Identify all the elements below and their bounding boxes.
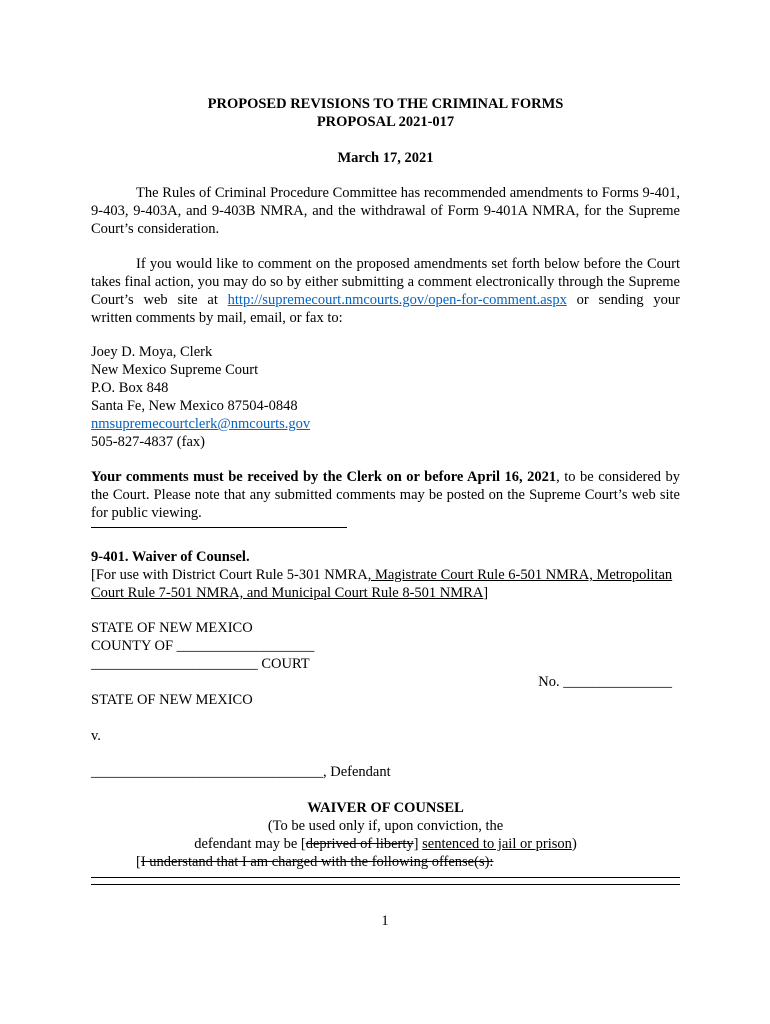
comment-paragraph xyxy=(91,255,680,327)
clerk-address xyxy=(91,343,680,451)
offense-line-1 xyxy=(91,877,680,878)
charged-line xyxy=(91,853,680,871)
open-for-comment-link[interactable]: http://supremecourt.nmcourts.gov/open-for-comment.aspx xyxy=(227,292,567,308)
waiver-note-line1: (To be used only if, upon conviction, the xyxy=(267,818,504,834)
charged-deleted: I understand that I am charged with the following offense(s): xyxy=(140,854,494,870)
versus: v. xyxy=(91,728,101,744)
po-box: P.O. Box 848 xyxy=(91,380,169,396)
case-number: No. _______________ xyxy=(538,674,672,690)
intro-paragraph: The Rules of Criminal Procedure Committee has recommended amendments to Forms 9-401, 9-403, 9-403A, and 9-403B NMRA, and the withdrawal of Form 9-401A NMRA, for the Supreme Court’s consideration. xyxy=(91,185,680,237)
use-text-a: [For use with District Court Rule 5-301 NMRA xyxy=(91,567,368,583)
caption-court: _______________________ COURT xyxy=(91,656,310,672)
use-text-added: , Magistrate Court Rule 6-501 NMRA, Metropolitan Court Rule 7-501 NMRA, and Municipal Court Rule 8-501 NMRA xyxy=(91,567,673,601)
form-heading: 9-401. Waiver of Counsel. xyxy=(91,549,250,565)
use-text-c: ] xyxy=(483,585,489,601)
comment-text-b: or sending your written comments by mail, email, or fax to: xyxy=(91,292,680,326)
caption-state-plaintiff: STATE OF NEW MEXICO xyxy=(91,692,253,708)
deadline-bold: Your comments must be received by the Clerk on or before April 16, 2021 xyxy=(91,469,557,485)
waiver-title: WAIVER OF COUNSEL xyxy=(307,800,464,816)
page-number: 1 xyxy=(381,913,389,929)
note2-added: sentenced to jail or prison xyxy=(422,836,572,852)
caption-state: STATE OF NEW MEXICO xyxy=(91,620,253,636)
city-line: Santa Fe, New Mexico 87504-0848 xyxy=(91,398,298,414)
note2-a: defendant may be [ xyxy=(194,836,306,852)
note2-deleted: deprived of liberty xyxy=(305,836,414,852)
proposal-number: PROPOSAL 2021-017 xyxy=(316,114,455,130)
offense-line-2 xyxy=(91,884,680,885)
comment-text-a: If you would like to comment on the proposed amendments set forth below before the Court takes final action, you may do so by either submitting a comment electronically through the Supreme Court’s web site at xyxy=(91,256,680,308)
fax-line: 505-827-4837 (fax) xyxy=(91,434,205,450)
defendant-line: ________________________________, Defendant xyxy=(91,764,391,780)
note2-b: ] xyxy=(413,836,423,852)
charged-a: [ xyxy=(136,854,141,870)
deadline-paragraph xyxy=(91,468,680,522)
deadline-rest: , to be considered by the Court. Please note that any submitted comments may be posted on the Supreme Court’s web site for public viewing. xyxy=(91,469,680,521)
court-name: New Mexico Supreme Court xyxy=(91,362,259,378)
waiver-note-line2 xyxy=(91,835,680,853)
form-use-note xyxy=(91,566,680,602)
clerk-email-link[interactable]: nmsupremecourtclerk@nmcourts.gov xyxy=(91,416,311,432)
document-body xyxy=(91,95,680,885)
caption-county: COUNTY OF ___________________ xyxy=(91,638,315,654)
document-title: PROPOSED REVISIONS TO THE CRIMINAL FORMS xyxy=(207,96,564,112)
note2-c: ) xyxy=(571,836,577,852)
clerk-name: Joey D. Moya, Clerk xyxy=(91,344,213,360)
proposal-date: March 17, 2021 xyxy=(337,150,434,166)
